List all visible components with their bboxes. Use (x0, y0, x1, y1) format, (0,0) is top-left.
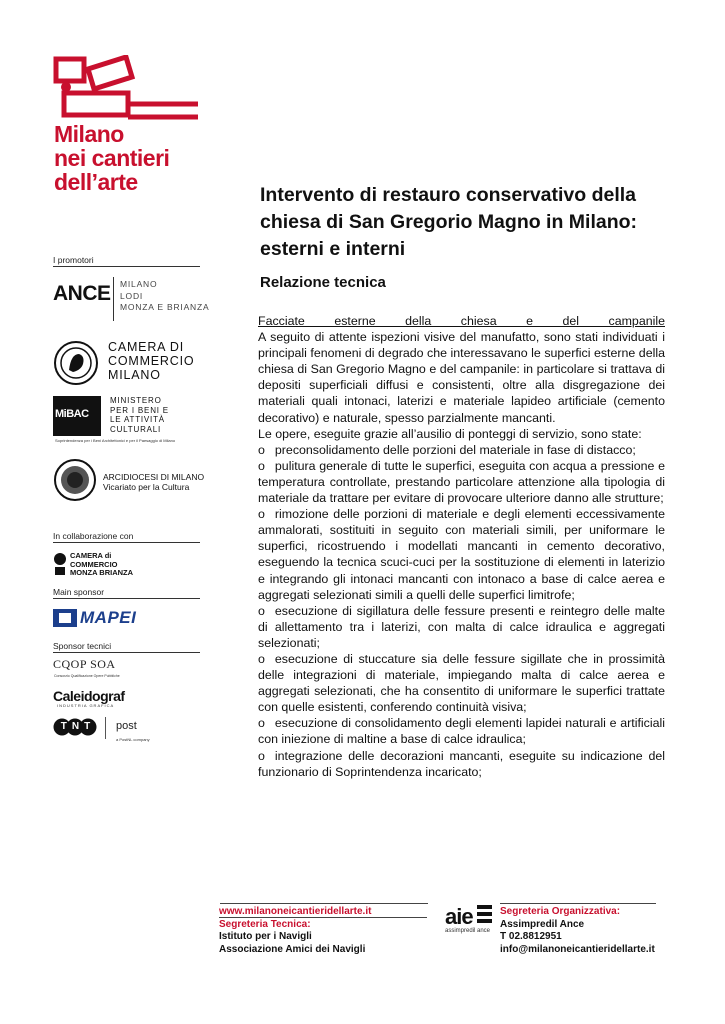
camera-monza-line-1: CAMERA di (70, 551, 112, 560)
post-subtitle: a PostNL company (116, 737, 150, 742)
arcidiocesi-seal-icon (53, 458, 97, 502)
tech-sponsor-divider (53, 652, 200, 653)
camera-milano-text (108, 340, 194, 382)
ance-sub-1: MILANO (120, 279, 158, 289)
tnt-logo: TNT (60, 721, 96, 732)
bullet-text: esecuzione di sigillatura delle fessure presenti e reintegro delle malte di allettamento tra i laterizi, con malta di calce idraulica e aggregati selezionati; (258, 603, 665, 650)
mibac-subtitle: Soprintendenza per i Beni Architettonici e per il Paesaggio di Milano (55, 438, 176, 443)
tech-secretariat-line-2: Associazione Amici dei Navigli (219, 943, 366, 955)
logo-line-2: nei cantieri (54, 145, 170, 171)
camera-milano-line-1: CAMERA DI (108, 340, 184, 354)
ance-sub-3: MONZA E BRIANZA (120, 302, 210, 312)
bullet-circle-icon: o (258, 651, 265, 666)
section-heading: Facciate esterne della chiesa e del campanile (258, 314, 665, 328)
ance-sub-2: LODI (120, 290, 144, 301)
camera-milano-line-2: COMMERCIO (108, 354, 195, 368)
mibac-mark: MiBAC (55, 408, 89, 420)
collab-divider (53, 542, 200, 543)
arcidiocesi-text (103, 472, 204, 492)
camera-monza-line-2: COMMERCIO (70, 559, 118, 569)
mibac-text (110, 396, 169, 434)
document-body (258, 313, 665, 780)
ance-logo: ANCE (53, 282, 111, 305)
list-item (258, 458, 665, 506)
camera-milano-line-3: MILANO (108, 368, 161, 382)
org-secretariat-line-1: Assimpredil Ance (500, 918, 585, 930)
list-item (258, 506, 665, 603)
bullet-text: rimozione delle porzioni di materiale e degli elementi eccessivamente ammalorati, sostituiti in seguito con materiali simili, per uniformare le superfici, ricostruendo i modellati mancanti in cemento decorativo, eseguendo la tecnica scuci-cuci per la sostituzione di elementi in laterizio e integrando gli intonaci mancanti con intonaco a base di calce aerea e aggregati selezionati simili a quelli delle superfici limitrofe; (258, 507, 665, 602)
cqop-logo: CQOP SOA (53, 657, 116, 671)
org-email-link[interactable]: info@milanoneicantieridellarte.it (500, 943, 655, 955)
assimpredil-subtitle: assimpredil ance (445, 928, 491, 934)
mibac-line-3: LE ATTIVITÀ (110, 415, 165, 424)
bullet-text: preconsolidamento delle porzioni del materiale in fase di distacco; (274, 442, 636, 457)
mibac-line-4: CULTURALI (110, 424, 162, 434)
logo-line-3: dell’arte (54, 169, 138, 195)
org-secretariat-label: Segreteria Organizzativa: (500, 906, 621, 917)
logo-line-1: Milano (54, 121, 124, 147)
camera-monza-line-3: MONZA BRIANZA (70, 568, 134, 577)
bullet-circle-icon: o (258, 442, 265, 457)
arcidiocesi-line-1: ARCIDIOCESI DI MILANO (103, 472, 205, 482)
bullet-text: esecuzione di stuccature sia delle fessure sigillate che in prossimità delle integrazioni di materiale, impiegando malta di calce aerea e aggregati selezionati, che ha consentito di uniformare le superfici trattate con quelle esistenti, conferendo continuità visiva; (258, 651, 665, 715)
tech-secretariat-label: Segreteria Tecnica: (219, 918, 311, 930)
bullet-circle-icon: o (258, 507, 265, 522)
promotori-divider (53, 266, 200, 267)
footer-website-underline (219, 917, 427, 918)
document-subtitle: Relazione tecnica (260, 274, 386, 291)
logo-mark-icon (52, 55, 202, 125)
list-item (258, 748, 665, 780)
org-phone: T 02.8812951 (500, 931, 562, 942)
footer-right-divider (500, 903, 656, 904)
ance-subtitle (120, 279, 209, 314)
camera-monza-emblem-icon (53, 552, 67, 576)
works-intro-paragraph: Le opere, eseguite grazie all’ausilio di ponteggi di servizio, sono state: (258, 426, 642, 441)
list-item (258, 715, 665, 747)
tech-sponsor-label: Sponsor tecnici (53, 641, 112, 651)
list-item (258, 651, 665, 715)
footer-left (219, 906, 371, 956)
ance-separator (113, 277, 114, 321)
main-sponsor-label: Main sponsor (53, 587, 105, 597)
main-sponsor-divider (53, 598, 200, 599)
cqop-subtitle: Consorzio Qualificazione Opere Pubbliche (54, 674, 120, 678)
assimpredil-bars-icon (477, 905, 492, 925)
list-item (258, 603, 665, 651)
bullet-circle-icon: o (258, 458, 265, 473)
caleidograf-subtitle: INDUSTRIA GRAFICA (57, 703, 115, 708)
collab-label: In collaborazione con (53, 531, 134, 541)
caleidograf-logo: Caleidograf (53, 688, 125, 704)
camera-monza-text (70, 552, 133, 578)
bullet-circle-icon: o (258, 716, 265, 731)
website-link[interactable]: www.milanoneicantieridellarte.it (219, 906, 372, 917)
mapei-mark-icon (53, 609, 77, 627)
footer-right (500, 906, 655, 956)
bullet-text: pulitura generale di tutte le superfici, eseguita con acqua a pressione e temperatura controllate, prestando particolare attenzione alla tipologia di materiale da trattare per evitare di provocare ulteriore danno alle strutture; (258, 458, 665, 506)
footer-left-divider (220, 903, 428, 904)
assimpredil-logo: aie (445, 904, 473, 929)
mibac-line-1: MINISTERO (110, 396, 162, 405)
mibac-line-2: PER I BENI E (110, 405, 169, 415)
mibac-logo-block (53, 396, 101, 436)
mapei-logo: MAPEI (80, 608, 137, 627)
bullet-text: integrazione delle decorazioni mancanti, eseguite su indicazione del funzionario di Soprintendenza incaricato; (258, 748, 665, 779)
tech-secretariat-line-1: Istituto per i Navigli (219, 931, 312, 942)
bullet-circle-icon: o (258, 748, 265, 763)
logo-wordmark (54, 122, 169, 194)
bullet-circle-icon: o (258, 603, 265, 618)
promotori-label: I promotori (53, 255, 94, 265)
tnt-post-separator (105, 717, 106, 739)
bullet-text: esecuzione di consolidamento degli elementi lapidei naturali e artificiali con iniezione di maltine a base di calce idraulica; (258, 716, 665, 747)
arcidiocesi-line-2: Vicariato per la Cultura (103, 482, 190, 492)
post-logo: post (116, 720, 137, 732)
intro-paragraph: A seguito di attente ispezioni visive del manufatto, sono stati individuati i principali fenomeni di degrado che interessavano le superfici esterne della chiesa di San Gregorio Magno e del campanile: in particolare si trattava di depositi superficiali diffusi e consistenti, oltre alla disgregazione dei materiali quali intonaci, laterizi e materiale lapideo artificiale (cemento decorativo) e naturale, spesso parzialmente mancanti. (258, 330, 665, 425)
camera-commercio-emblem-icon (53, 340, 99, 386)
document-title: Intervento di restauro conservativo della chiesa di San Gregorio Magno in Milano: esterni e interni (260, 184, 638, 260)
list-item (258, 442, 665, 458)
